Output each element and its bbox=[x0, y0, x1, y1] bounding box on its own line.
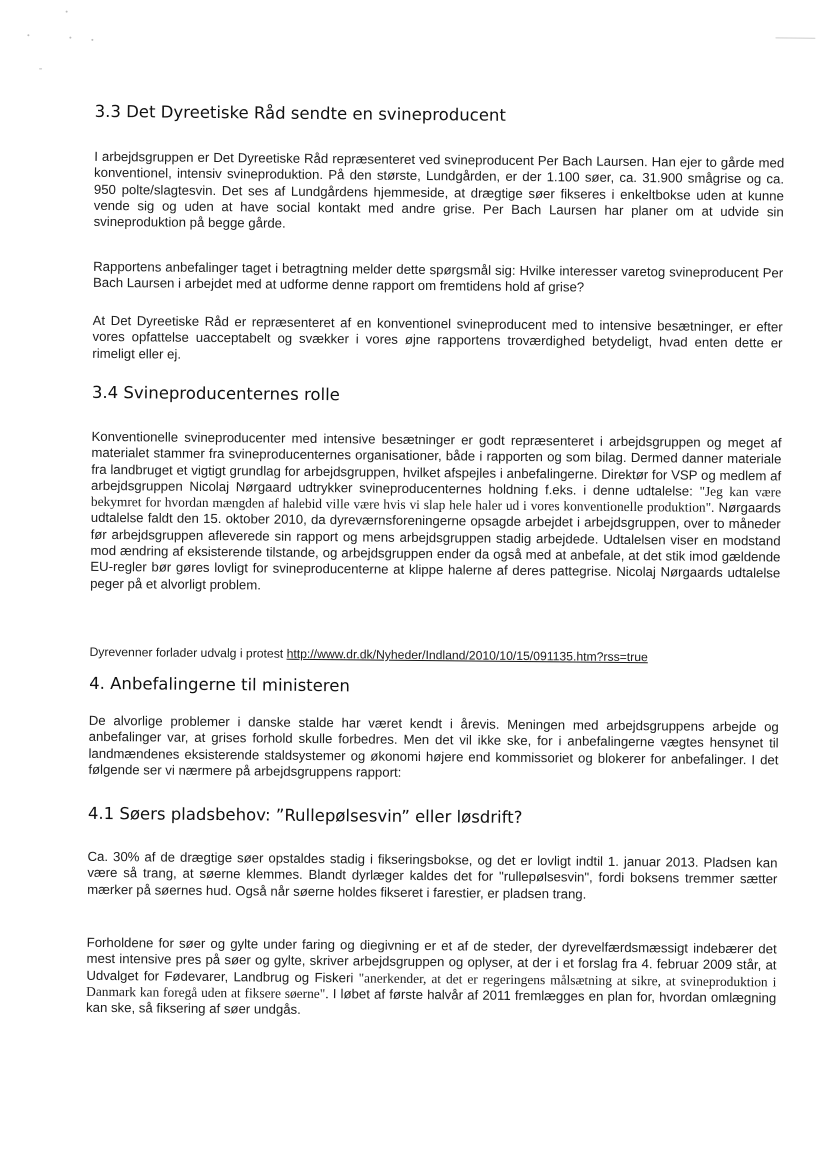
section-heading-4: 4. Anbefalingerne til ministeren bbox=[89, 673, 350, 696]
source-link[interactable]: http://www.dr.dk/Nyheder/Indland/2010/10/15/091135.htm?rss=true bbox=[286, 646, 648, 665]
paragraph-recommendations: De alvorlige problemer i danske stalde har været kendt i årevis. Meningen med arbejdsgruppens arbejde og anbefalinger var, at grises forhold skulle forbedres. Men det vil ikke ske, for i anbefalingerne vægtes hensynet til landmændenes eksisterende staldsystemer og økonomi højere end kommissoriet og blokerer for anbefalinger. I det følgende ser vi nærmere på arbejdsgruppens rapport: bbox=[88, 712, 779, 780]
paragraph-farrowing bbox=[86, 935, 777, 1023]
paragraph-fixation-boxes: Ca. 30% af de drægtige søer opstaldes stadig i fikseringsbokse, og det er lovligt indtil 1. januar 2013. Pladsen kan være så trang, at søerne klemmes. Blandt dyrlæger kaldes det for "rullepølsesvin", fordi boksens tremmer sætter mærker på søernes hud. Også når søerne holdes fikseret i farestier, er pladsen trang. bbox=[87, 848, 778, 902]
paragraph-text-continued: Nørgaards udtalelse faldt den 15. oktober 2010, da dyreværnsforeningerne opsagde arbejdet i arbejdsgruppen, over to måneder før arbejdsgruppen afleverede sin rapport og mens arbejdsgruppen stadig arbejdede. Udtalelsen viser en modstand mod ændring af eksisterende tilstande, og arbejdsgruppen ender da også med at anbefale, at det stik imod gældende EU-regler bør gøres lovligt for svineproducenterne at klippe halerne af deres pattegrise. Nicolaj Nørgaards udtalelse peger på et alvorligt problem. bbox=[90, 500, 781, 593]
paragraph-text-continued: I løbet af første halvår af 2011 fremlægges en plan for, hvordan omlægning kan ske, så fiksering af søer undgås. bbox=[86, 986, 777, 1018]
section-heading-3-4: 3.4 Svineproducenternes rolle bbox=[91, 382, 340, 405]
scan-specks bbox=[6, 0, 826, 4]
paragraph-producers-role bbox=[90, 429, 782, 599]
source-reference bbox=[89, 644, 779, 667]
paragraph-text: Forholdene for søer og gylte under faring og diegivning er et af de steder, der dyrevelfærdsmæssigt indebærer det mest intensive pres på søer og gylte, skriver arbejdsgruppen og oplyser, at der i et forslag fra 4. februar 2009 står, at Udvalget for Fødevarer, Landbrug og Fiskeri bbox=[86, 934, 777, 986]
quote-committee: "anerkender, at det er regeringens målsætning at sikre, at svineproduktion i Danmark kan foregå uden at fiksere søerne". bbox=[86, 970, 777, 1002]
section-heading-3-3: 3.3 Det Dyreetiske Råd sendte en svineproducent bbox=[94, 101, 506, 125]
paragraph-text: Konventionelle svineproducenter med intensive besætninger er godt repræsenteret i arbejdsgruppen og meget af materialet stammer fra svineproducenternes organisationer, både i rapporten og som bilag. Dermed danner materiale fra landbruget et vigtigt grundlag for arbejdsgruppen, hvilket afspejles i anbefalingerne. Direktør for VSP og medlem af arbejdsgruppen Nicolaj Nørgaard udtrykker svineproducenternes holdning f.eks. i denne udtalelse: bbox=[91, 428, 782, 499]
paragraph-lundgaarden: I arbejdsgruppen er Det Dyreetiske Råd repræsenteret ved svineproducent Per Bach Laursen. Han ejer to gårde med konventionel, intensiv svineproduktion. På den største, Lundgården, er der 1.100 søer, ca. 31.900 smågrise og ca. 950 polte/slagtesvin. Det ses af Lundgårdens hjemmeside, at drægtige søer fikseres i enkeltbokse uden at kunne vende sig og uden at have social kontakt med andre grise. Per Bach Laursen har planer om at udvide sin svineproduktion på begge gårde. bbox=[93, 148, 785, 231]
source-label: Dyrevenner forlader udvalg i protest bbox=[89, 644, 287, 661]
paragraph-credibility: At Det Dyreetiske Råd er repræsenteret af en konventionel svineproducent med to intensive besætninger, er efter vores opfattelse uacceptabelt og svækker i vores øjne rapportens troværdighed betydeligt, hvad enten dette er rimeligt eller ej. bbox=[92, 312, 783, 362]
section-heading-4-1: 4.1 Søers pladsbehov: ”Rullepølsesvin” eller løsdrift? bbox=[87, 803, 523, 827]
quote-norgaard: "Jeg kan være bekymret for hvordan mængden af halebid ville være hvis vi slap hele haler ud i vores konventionelle produktion". bbox=[90, 483, 782, 516]
paragraph-interests-question: Rapportens anbefalinger taget i betragtning melder dette spørgsmål sig: Hvilke interesser varetog svineproducent Per Bach Laursen i arbejdet med at udforme denne rapport om fremtidens hold af grise? bbox=[92, 258, 784, 295]
